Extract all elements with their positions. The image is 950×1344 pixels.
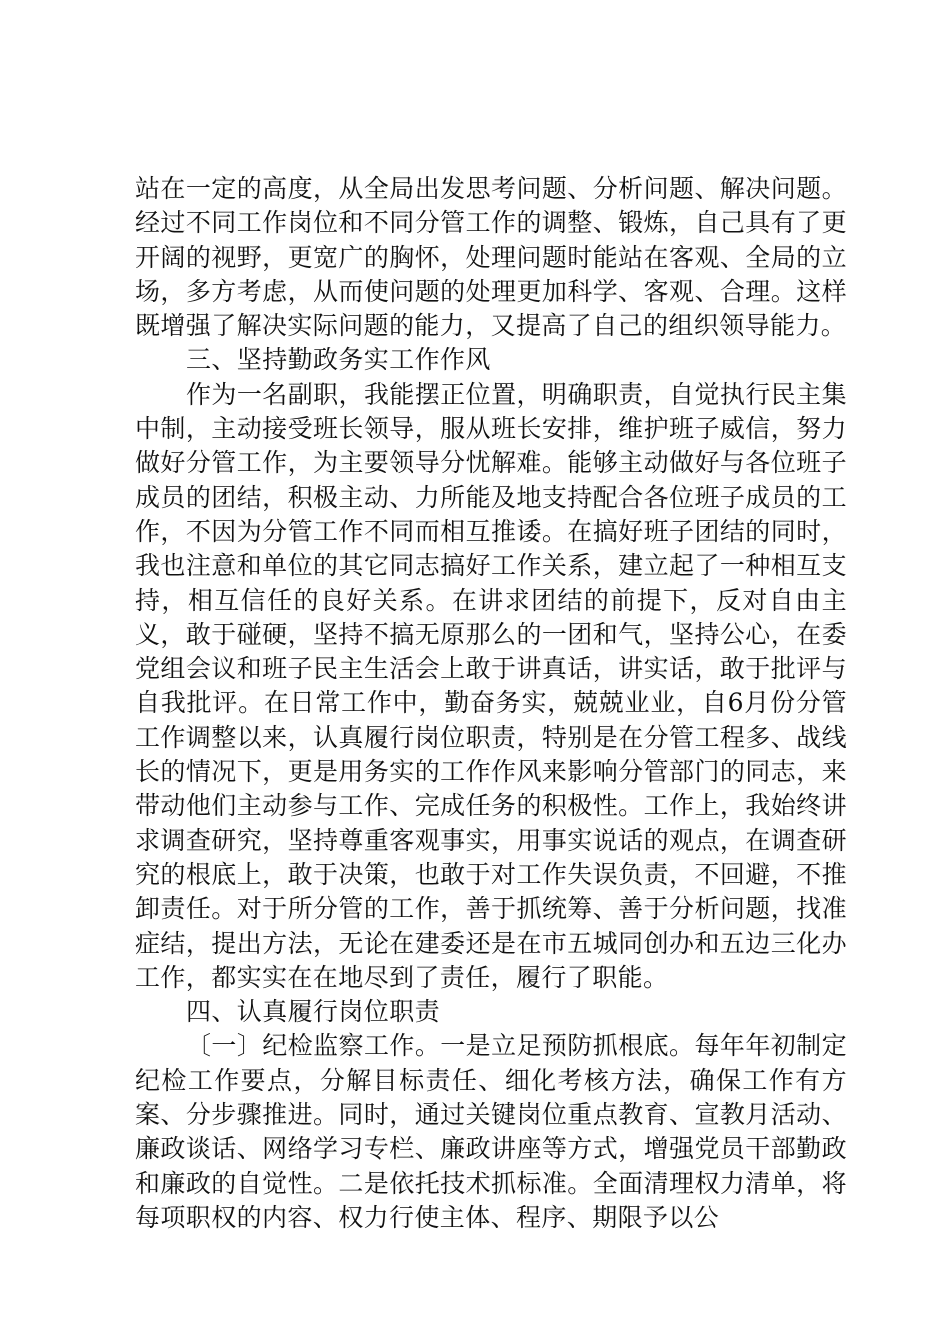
section-heading-3: 三、坚持勤政务实工作作风 — [186, 345, 491, 375]
paragraph-discipline-inspection: 〔一〕纪检监察工作。一是立足预防抓根底。每年年初制定纪检工作要点，分解目标责任、细化考核方法，确保工作有方案、分步骤推进。同时，通过关键岗位重点教育、宣教月活动、廉政谈话、网络学习专栏、廉政讲座等方式，增强党员干部勤政和廉政的自觉性。二是依托技术抓标准。全面清理权力清单，将每项职权的内容、权力行使主体、程序、期限予以公 — [135, 1031, 847, 1232]
document-body — [135, 172, 847, 1235]
paragraph-work-style: 作为一名副职，我能摆正位置，明确职责，自觉执行民主集中制，主动接受班长领导，服从班长安排，维护班子威信，努力做好分管工作，为主要领导分忧解难。能够主动做好与各位班子成员的团结，积极主动、力所能及地支持配合各位班子成员的工作，不因为分管工作不同而相互推诿。在搞好班子团结的同时，我也注意和单位的其它同志搞好工作关系，建立起了一种相互支持，相互信任的良好关系。在讲求团结的前提下，反对自由主义，敢于碰硬，坚持不搞无原那么的一团和气，坚持公心，在委党组会议和班子民主生活会上敢于讲真话，讲实话，敢于批评与自我批评。在日常工作中，勤奋务实，兢兢业业，自6月份分管工作调整以来，认真履行岗位职责，特别是在分管工程多、战线长的情况下，更是用务实的工作作风来影响分管部门的同志，来带动他们主动参与工作、完成任务的积极性。工作上，我始终讲求调查研究，坚持尊重客观事实，用事实说话的观点，在调查研究的根底上，敢于决策，也敢于对工作失误负责，不回避，不推卸责任。对于所分管的工作，善于抓统筹、善于分析问题，找准症结，提出方法，无论在建委还是在市五城同创办和五边三化办工作，都实实在在地尽到了责任，履行了职能。 — [135, 379, 847, 992]
paragraph-continuation: 站在一定的高度，从全局出发思考问题、分析问题、解决问题。经过不同工作岗位和不同分管工作的调整、锻炼，自己具有了更开阔的视野，更宽广的胸怀，处理问题时能站在客观、全局的立场，多方考虑，从而使问题的处理更加科学、客观、合理。这样既增强了解决实际问题的能力，又提高了自己的组织领导能力。 — [135, 174, 847, 341]
section-heading-4: 四、认真履行岗位职责 — [186, 997, 441, 1027]
